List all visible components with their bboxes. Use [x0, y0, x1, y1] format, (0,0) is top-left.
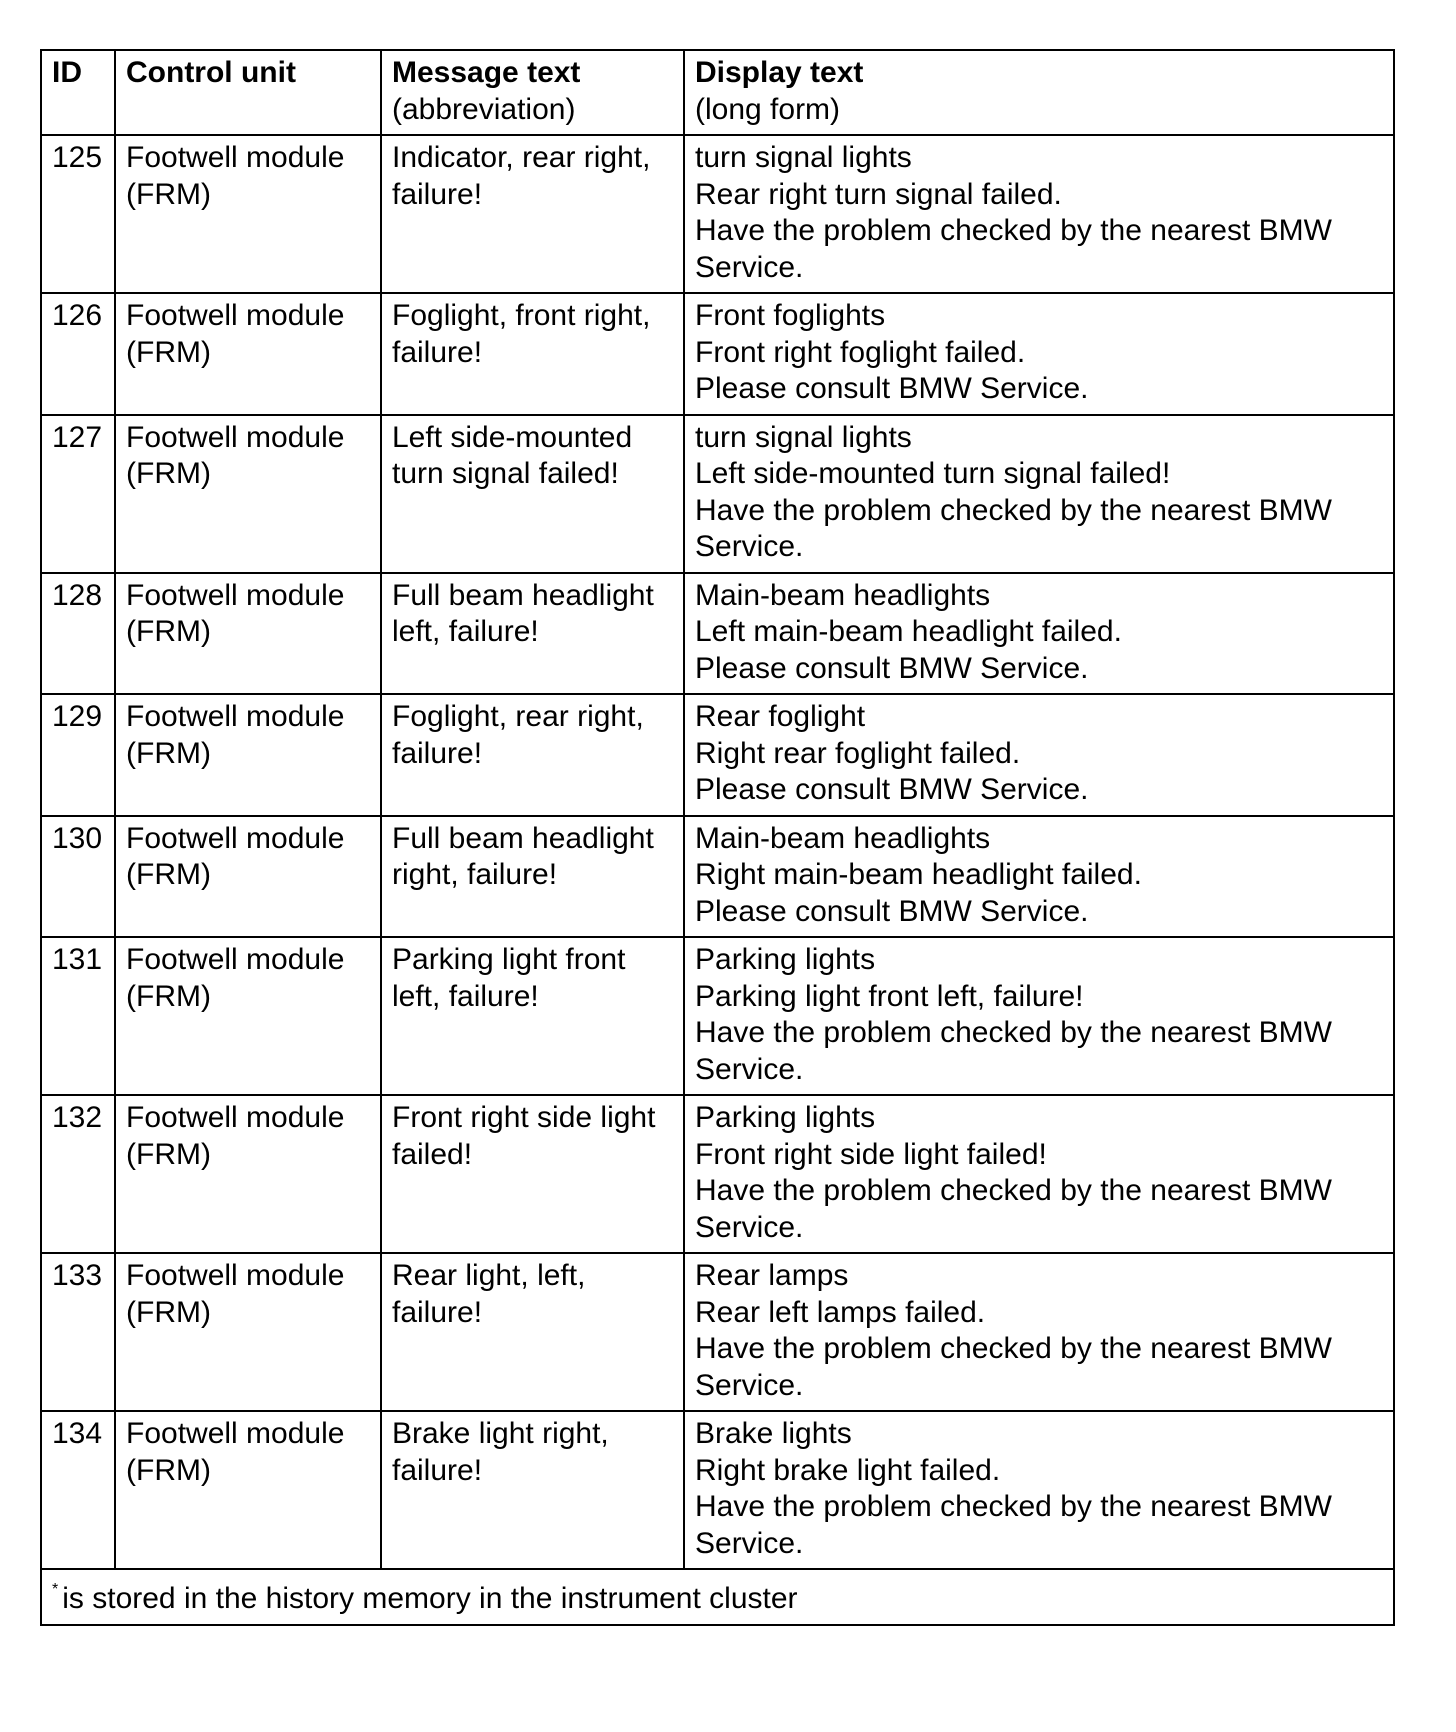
id-cell: 133 — [41, 1253, 115, 1411]
footnote — [41, 1569, 1394, 1625]
display-text-cell — [684, 816, 1394, 938]
header-display-text-label: Display text — [695, 56, 864, 89]
message-text-line: Indicator, rear right, — [392, 141, 651, 174]
id-cell: 126 — [41, 293, 115, 415]
message-text-line: failed! — [392, 1137, 473, 1171]
display-text-cell — [684, 937, 1394, 1095]
footnote-text: is stored in the history memory in the instrument cluster — [62, 1582, 798, 1615]
header-control-unit — [115, 50, 381, 135]
display-text-line: Rear lamps — [695, 1259, 849, 1292]
display-text-line: Main-beam headlights — [695, 821, 991, 855]
display-text-line: Have the problem checked by the nearest BMW — [695, 1016, 1332, 1049]
display-text-line: Service. — [695, 1210, 804, 1244]
display-text-line: Have the problem checked by the nearest BMW — [695, 214, 1332, 247]
display-text-line: Parking lights — [695, 943, 876, 976]
control-unit-line: (FRM) — [126, 615, 211, 648]
display-text-line: Rear left lamps failed. — [695, 1295, 986, 1329]
control-unit-cell — [115, 1411, 381, 1569]
display-text-line: Right rear foglight failed. — [695, 736, 1021, 770]
display-text-line: Left main-beam headlight failed. — [695, 615, 1122, 648]
message-text-cell — [381, 1411, 684, 1569]
display-text-cell — [684, 415, 1394, 573]
control-unit-line: Footwell module — [126, 700, 345, 733]
message-text-cell — [381, 816, 684, 938]
message-text-line: failure! — [392, 335, 483, 369]
control-unit-line: Footwell module — [126, 821, 345, 855]
table-row — [41, 293, 1394, 415]
control-unit-line: (FRM) — [126, 457, 211, 490]
display-text-line: Parking light front left, failure! — [695, 979, 1084, 1013]
header-id — [41, 50, 115, 135]
control-unit-cell — [115, 816, 381, 938]
id-cell: 125 — [41, 135, 115, 293]
header-display-text-sub: (long form) — [695, 92, 841, 126]
message-text-line: failure! — [392, 1295, 483, 1329]
message-text-line: failure! — [392, 736, 483, 770]
control-unit-line: Footwell module — [126, 299, 345, 332]
control-unit-line: (FRM) — [126, 979, 211, 1013]
table-row — [41, 694, 1394, 816]
message-text-line: Rear light, left, — [392, 1259, 586, 1292]
control-unit-cell — [115, 293, 381, 415]
message-text-cell — [381, 1253, 684, 1411]
message-text-cell — [381, 573, 684, 695]
table-row — [41, 573, 1394, 695]
display-text-cell — [684, 1253, 1394, 1411]
message-text-line: Full beam headlight — [392, 821, 654, 855]
table-row — [41, 816, 1394, 938]
display-text-cell — [684, 1411, 1394, 1569]
control-unit-line: (FRM) — [126, 1453, 211, 1487]
display-text-line: Front right side light failed! — [695, 1137, 1047, 1171]
id-cell: 127 — [41, 415, 115, 573]
display-text-line: Service. — [695, 530, 804, 563]
message-text-line: failure! — [392, 1453, 483, 1487]
display-text-line: Parking lights — [695, 1101, 876, 1134]
table-row — [41, 1253, 1394, 1411]
id-cell: 134 — [41, 1411, 115, 1569]
display-text-line: Please consult BMW Service. — [695, 651, 1089, 685]
control-unit-line: Footwell module — [126, 141, 345, 174]
message-text-line: Foglight, rear right, — [392, 700, 644, 733]
display-text-cell — [684, 573, 1394, 695]
table-row — [41, 1095, 1394, 1253]
display-text-line: Service. — [695, 1052, 804, 1086]
id-cell: 131 — [41, 937, 115, 1095]
message-text-line: left, failure! — [392, 615, 539, 648]
table-row — [41, 415, 1394, 573]
control-unit-line: (FRM) — [126, 1137, 211, 1171]
display-text-cell — [684, 694, 1394, 816]
message-text-line: Full beam headlight — [392, 578, 654, 612]
control-unit-line: (FRM) — [126, 1295, 211, 1329]
control-unit-cell — [115, 573, 381, 695]
control-unit-line: Footwell module — [126, 420, 345, 454]
header-control-unit-label: Control unit — [126, 56, 296, 89]
message-text-cell — [381, 694, 684, 816]
control-unit-line: (FRM) — [126, 858, 211, 891]
message-text-line: Front right side light — [392, 1101, 656, 1134]
message-text-cell — [381, 1095, 684, 1253]
message-text-cell — [381, 135, 684, 293]
display-text-line: Please consult BMW Service. — [695, 372, 1089, 405]
control-unit-line: Footwell module — [126, 1101, 345, 1134]
control-unit-line: Footwell module — [126, 578, 345, 612]
display-text-line: Front foglights — [695, 299, 886, 332]
control-unit-cell — [115, 135, 381, 293]
message-text-line: left, failure! — [392, 979, 539, 1013]
message-text-line: Parking light front — [392, 943, 626, 976]
display-text-line: turn signal lights — [695, 420, 912, 454]
header-display-text — [684, 50, 1394, 135]
display-text-line: Have the problem checked by the nearest BMW — [695, 1490, 1332, 1523]
header-message-text — [381, 50, 684, 135]
message-text-cell — [381, 937, 684, 1095]
display-text-cell — [684, 1095, 1394, 1253]
display-text-line: Brake lights — [695, 1417, 852, 1450]
display-text-line: Right main-beam headlight failed. — [695, 858, 1142, 891]
message-text-cell — [381, 415, 684, 573]
message-text-line: Foglight, front right, — [392, 299, 651, 332]
control-unit-line: (FRM) — [126, 335, 211, 369]
id-cell: 128 — [41, 573, 115, 695]
control-unit-cell — [115, 1253, 381, 1411]
display-text-line: Rear foglight — [695, 700, 866, 733]
display-text-line: Service. — [695, 1368, 804, 1402]
id-cell: 130 — [41, 816, 115, 938]
header-id-label: ID — [52, 56, 82, 89]
display-text-line: Service. — [695, 250, 804, 284]
display-text-line: Left side-mounted turn signal failed! — [695, 457, 1171, 490]
message-text-line: Brake light right, — [392, 1417, 609, 1450]
display-text-line: Rear right turn signal failed. — [695, 177, 1062, 211]
message-text-cell — [381, 293, 684, 415]
control-unit-line: Footwell module — [126, 943, 345, 976]
display-text-line: turn signal lights — [695, 141, 912, 174]
display-text-line: Have the problem checked by the nearest BMW — [695, 1332, 1332, 1365]
message-text-line: right, failure! — [392, 858, 558, 891]
display-text-line: Please consult BMW Service. — [695, 773, 1089, 806]
display-text-line: Have the problem checked by the nearest BMW — [695, 493, 1332, 527]
control-unit-line: Footwell module — [126, 1259, 345, 1292]
header-row — [41, 50, 1394, 135]
display-text-line: Service. — [695, 1526, 804, 1560]
message-text-line: failure! — [392, 177, 483, 211]
header-message-text-label: Message text — [392, 56, 581, 89]
error-message-table — [40, 49, 1395, 1626]
table-body — [41, 135, 1394, 1569]
table-row — [41, 135, 1394, 293]
control-unit-line: (FRM) — [126, 736, 211, 770]
display-text-line: Main-beam headlights — [695, 578, 991, 612]
control-unit-cell — [115, 415, 381, 573]
id-cell: 132 — [41, 1095, 115, 1253]
table-row — [41, 937, 1394, 1095]
display-text-line: Right brake light failed. — [695, 1453, 1001, 1487]
display-text-cell — [684, 293, 1394, 415]
control-unit-line: (FRM) — [126, 177, 211, 211]
header-message-text-sub: (abbreviation) — [392, 92, 576, 126]
footnote-mark: * — [52, 1581, 59, 1598]
control-unit-cell — [115, 937, 381, 1095]
control-unit-cell — [115, 1095, 381, 1253]
table-row — [41, 1411, 1394, 1569]
display-text-line: Please consult BMW Service. — [695, 894, 1089, 928]
display-text-line: Have the problem checked by the nearest BMW — [695, 1174, 1332, 1207]
message-text-line: turn signal failed! — [392, 457, 619, 490]
display-text-cell — [684, 135, 1394, 293]
control-unit-cell — [115, 694, 381, 816]
control-unit-line: Footwell module — [126, 1417, 345, 1450]
display-text-line: Front right foglight failed. — [695, 335, 1026, 369]
message-text-line: Left side-mounted — [392, 420, 633, 454]
footnote-row — [41, 1569, 1394, 1625]
id-cell: 129 — [41, 694, 115, 816]
